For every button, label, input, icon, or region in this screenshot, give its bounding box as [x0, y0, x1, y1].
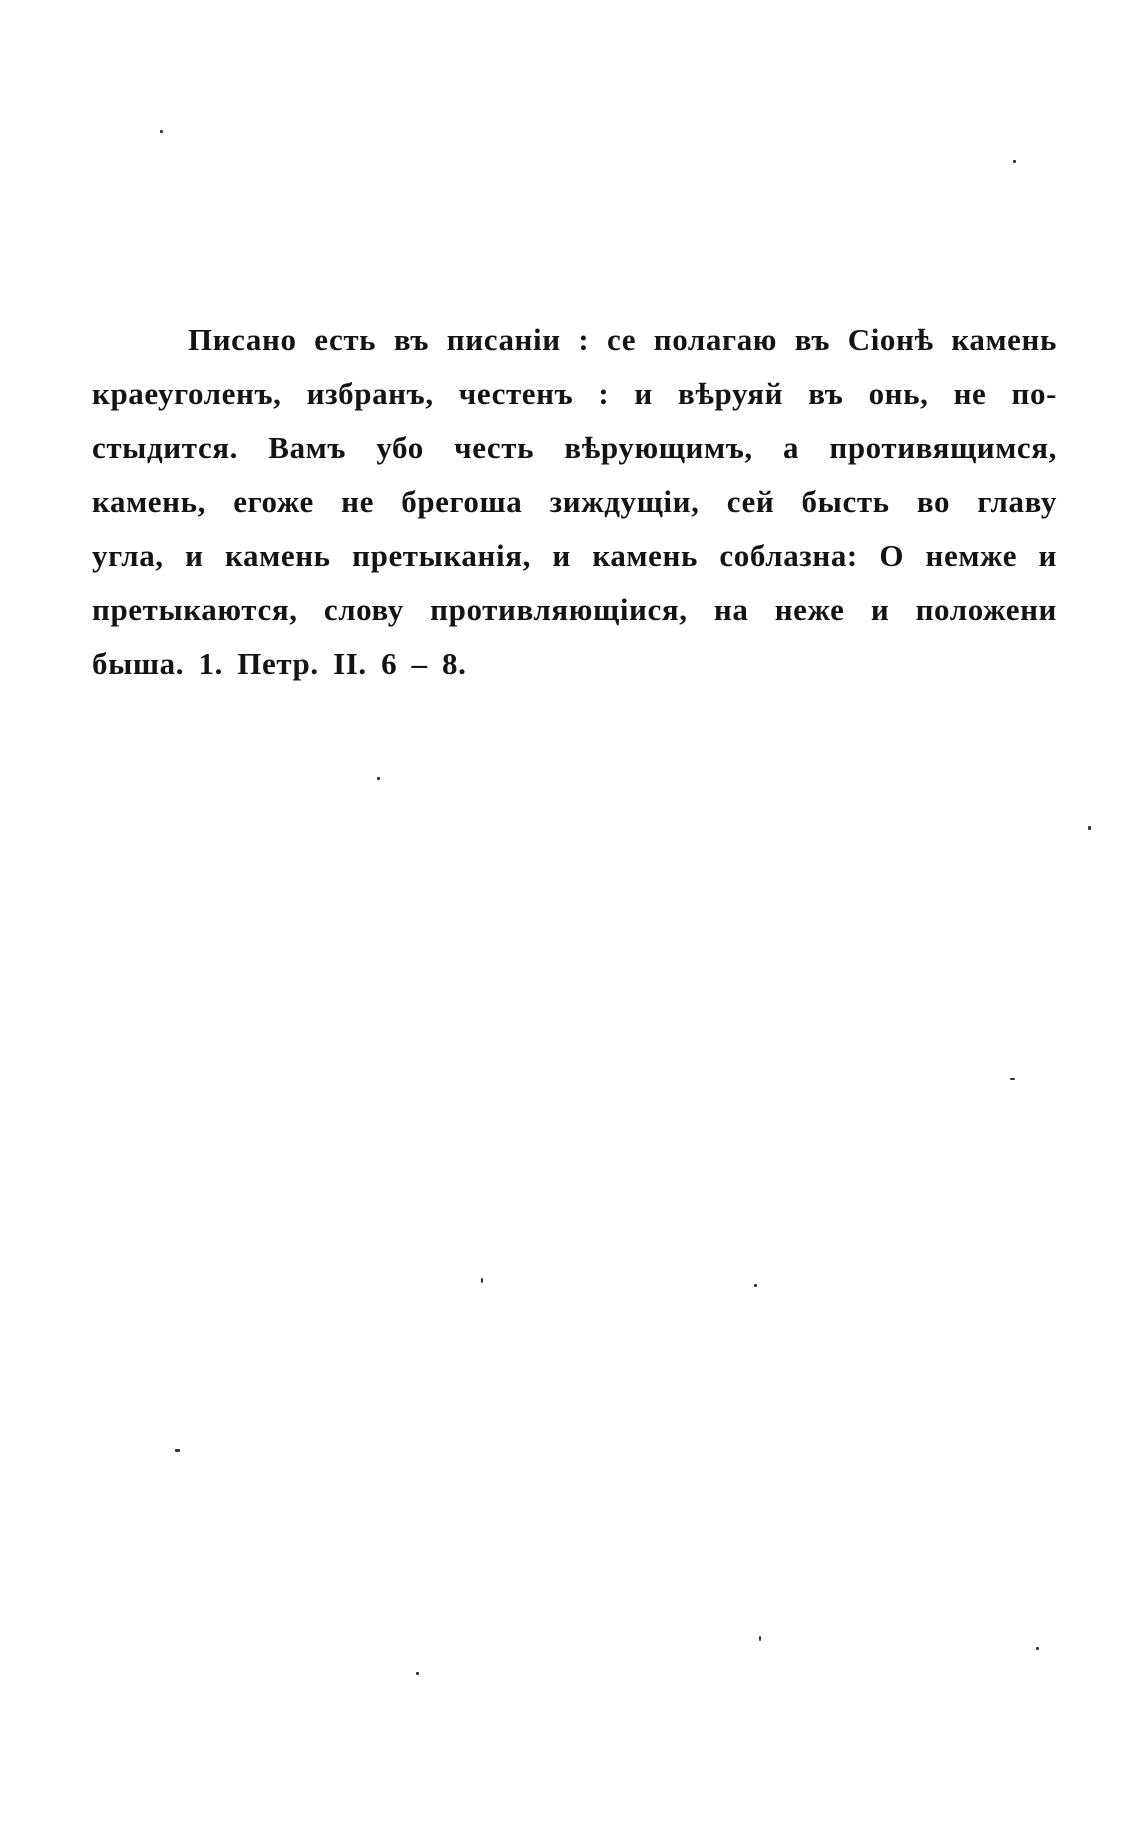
epigraph-line-1: Писано есть въ писаніи : се полагаю въ Сіонѣ камень — [188, 322, 1057, 357]
epigraph-line-7: быша. 1. Петр. II. 6 – 8. — [92, 646, 467, 681]
scan-speck — [377, 777, 380, 780]
epigraph-block — [92, 313, 1057, 691]
scan-speck — [1013, 160, 1016, 163]
scan-speck — [416, 1672, 419, 1675]
epigraph-line-5: угла, и камень претыканія, и камень соблазна: О немже и — [92, 538, 1057, 573]
scan-speck — [481, 1278, 483, 1283]
scan-speck — [1010, 1078, 1015, 1080]
scan-speck — [1036, 1647, 1039, 1650]
epigraph-line-2: краеуголенъ, избранъ, честенъ : и вѣруяй въ онь, не по- — [92, 376, 1057, 411]
scan-speck — [754, 1284, 757, 1287]
epigraph-line-3: стыдится. Вамъ убо честь вѣрующимъ, а противящимся, — [92, 430, 1057, 465]
scan-speck — [1088, 826, 1091, 830]
scan-speck — [160, 130, 163, 133]
scan-speck — [175, 1449, 180, 1452]
epigraph-line-4: камень, егоже не брегоша зиждущіи, сей бысть во главу — [92, 484, 1057, 519]
scan-speck — [759, 1636, 761, 1641]
epigraph-line-6: претыкаются, слову противляющіися, на неже и положени — [92, 592, 1057, 627]
